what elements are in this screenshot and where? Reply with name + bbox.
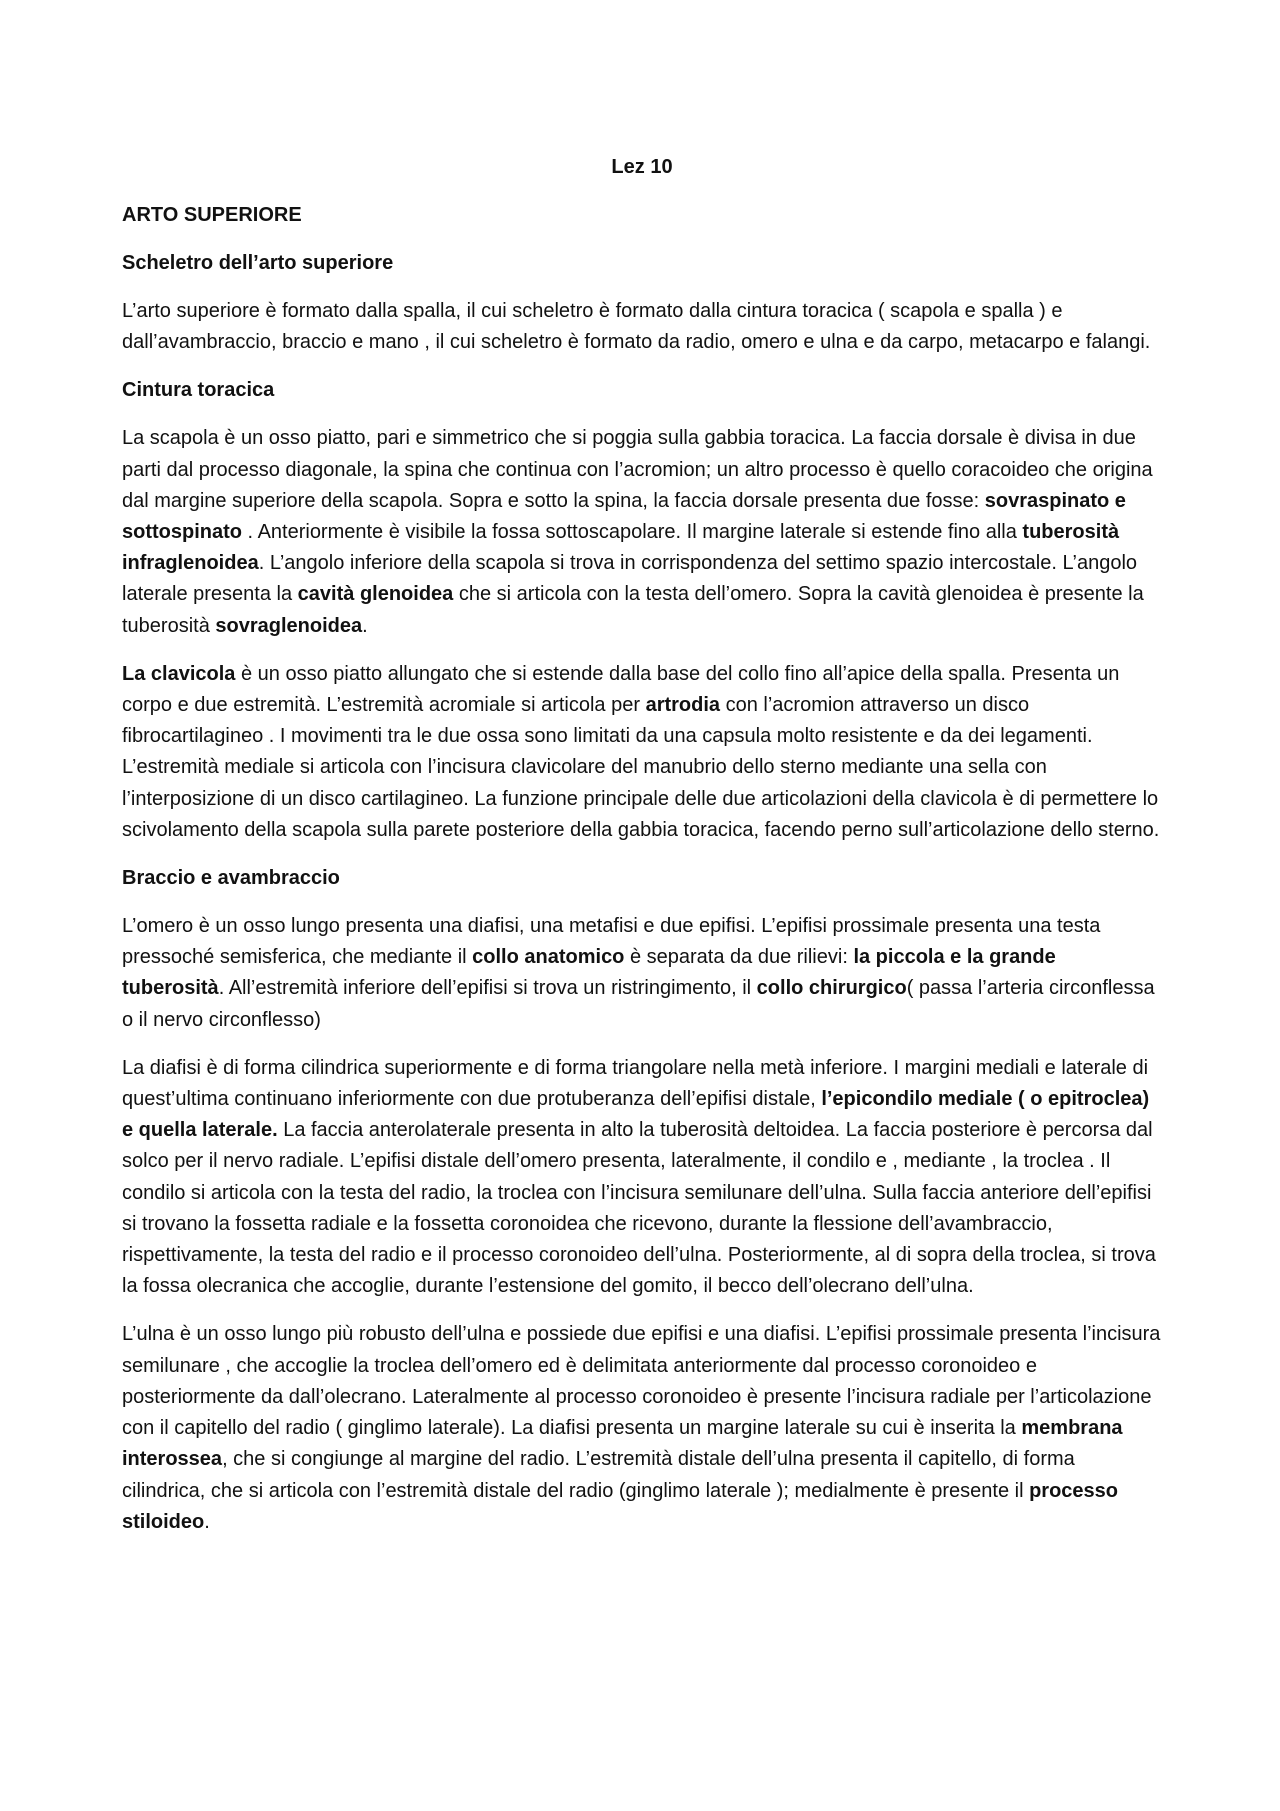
paragraph [122, 659, 1162, 846]
text-run: . [362, 614, 368, 637]
paragraph [122, 1319, 1162, 1537]
document-title: Lez 10 [611, 156, 673, 178]
bold-term: collo chirurgico [756, 977, 907, 1000]
text-run: . All’estremità inferiore dell’epifisi si trova un ristringimento, il [218, 977, 757, 1000]
document-body [122, 152, 1162, 1555]
subsection-heading: Braccio e avambraccio [122, 867, 340, 890]
subsection-heading: Cintura toracica [122, 379, 275, 402]
bold-term: processo stiloideo [122, 1479, 1119, 1533]
text-run: L’ulna è un osso lungo più robusto dell’ulna e possiede due epifisi e una diafisi. L’epifisi prossimale presenta l’incisura semilunare , che accoglie la troclea dell’omero ed è delimitata anteriormente dal processo coronoideo e posteriormente da dall’olecrano. Lateralmente al processo coronoideo è presente l’incisura radiale per l’articolazione con il capitello del radio ( ginglimo laterale). La diafisi presenta un margine laterale su cui è inserita la [122, 1323, 1161, 1440]
text-run: . [204, 1510, 210, 1533]
bold-term: membrana interossea [122, 1417, 1123, 1471]
bold-term: La clavicola [122, 662, 236, 685]
text-run: ( passa l’arteria circonflessa o il nervo circonflesso) [122, 977, 1155, 1031]
text-run: L’omero è un osso lungo presenta una diafisi, una metafisi e due epifisi. L’epifisi prossimale presenta una testa pressoché semisferica, che mediante il [122, 915, 1101, 969]
bold-term: collo anatomico [472, 946, 625, 969]
subsection-heading: Scheletro dell’arto superiore [122, 252, 394, 274]
text-run: con l’acromion attraverso un disco fibrocartilagineo . I movimenti tra le due ossa sono limitati da una capsula molto resistente e da dei legamenti. L’estremità mediale si articola con l’incisura clavicolare del manubrio dello sterno mediante una sella con l’interposizione di un disco cartilagineo. La funzione principale delle due articolazioni della clavicola è di permettere lo scivolamento della scapola sulla parete posteriore della gabbia toracica, facendo perno sull’articolazione dello sterno. [122, 694, 1160, 841]
text-run: è separata da due rilievi: [624, 946, 854, 969]
sections-container [122, 248, 1162, 1538]
text-run: La scapola è un osso piatto, pari e simmetrico che si poggia sulla gabbia toracica. La faccia dorsale è divisa in due parti dal processo diagonale, la spina che continua con l’acromion; un altro processo è quello coracoideo che origina dal margine superiore della scapola. Sopra e sotto la spina, la faccia dorsale presenta due fosse: [122, 427, 1153, 512]
bold-term: cavità glenoidea [297, 583, 454, 606]
text-run: che si articola con la testa dell’omero. Sopra la cavità glenoidea è presente la tuberosità [122, 583, 1144, 637]
text-run: La faccia anterolaterale presenta in alto la tuberosità deltoidea. La faccia posteriore è percorsa dal solco per il nervo radiale. L’epifisi distale dell’omero presenta, lateralmente, il condilo e , mediante , la troclea . Il condilo si articola con la testa del radio, la troclea con l’incisura semilunare dell’ulna. Sulla faccia anteriore dell’epifisi si trovano la fossetta radiale e la fossetta coronoidea che ricevono, durante la flessione dell’avambraccio, rispettivamente, la testa del radio e il processo coronoideo dell’ulna. Posteriormente, al di sopra della troclea, si trova la fossa olecranica che accoglie, durante l’estensione del gomito, il becco dell’olecrano dell’ulna. [122, 1119, 1156, 1298]
bold-term: artrodia [645, 694, 721, 717]
paragraph [122, 296, 1162, 358]
bold-term: la piccola e la grande tuberosità [122, 946, 1056, 1000]
paragraph [122, 1053, 1162, 1303]
text-run: , che si congiunge al margine del radio. L’estremità distale dell’ulna presenta il capitello, di forma cilindrica, che si articola con l’estremità distale del radio (ginglimo laterale ); medialmente è presente il [122, 1448, 1075, 1502]
paragraph [122, 423, 1162, 641]
section-heading-arto-superiore: ARTO SUPERIORE [122, 204, 302, 226]
text-run: . L’angolo inferiore della scapola si trova in corrispondenza del settimo spazio intercostale. L’angolo laterale presenta la [122, 552, 1138, 606]
text-run: è un osso piatto allungato che si estende dalla base del collo fino all’apice della spalla. Presenta un corpo e due estremità. L’estremità acromiale si articola per [122, 662, 1120, 717]
text-run: La diafisi è di forma cilindrica superiormente e di forma triangolare nella metà inferiore. I margini mediali e laterale di quest’ultima continuano inferiormente con due protuberanza dell’epifisi distale, [122, 1056, 1149, 1111]
text-run: . Anteriormente è visibile la fossa sottoscapolare. Il margine laterale si estende fino alla [242, 521, 1023, 544]
bold-term: sovraglenoidea [215, 614, 363, 637]
bold-term: tuberosità infraglenoidea [122, 521, 1120, 575]
paragraph [122, 911, 1162, 1036]
text-run: L’arto superiore è formato dalla spalla, il cui scheletro è formato dalla cintura toracica ( scapola e spalla ) e dall’avambraccio, braccio e mano , il cui scheletro è formato da radio, omero e ulna e da carpo, metacarpo e falangi. [122, 300, 1151, 354]
bold-term: l’epicondilo mediale ( o epitroclea) e quella laterale. [122, 1088, 1150, 1142]
bold-term: sovraspinato e sottospinato [122, 489, 1126, 544]
